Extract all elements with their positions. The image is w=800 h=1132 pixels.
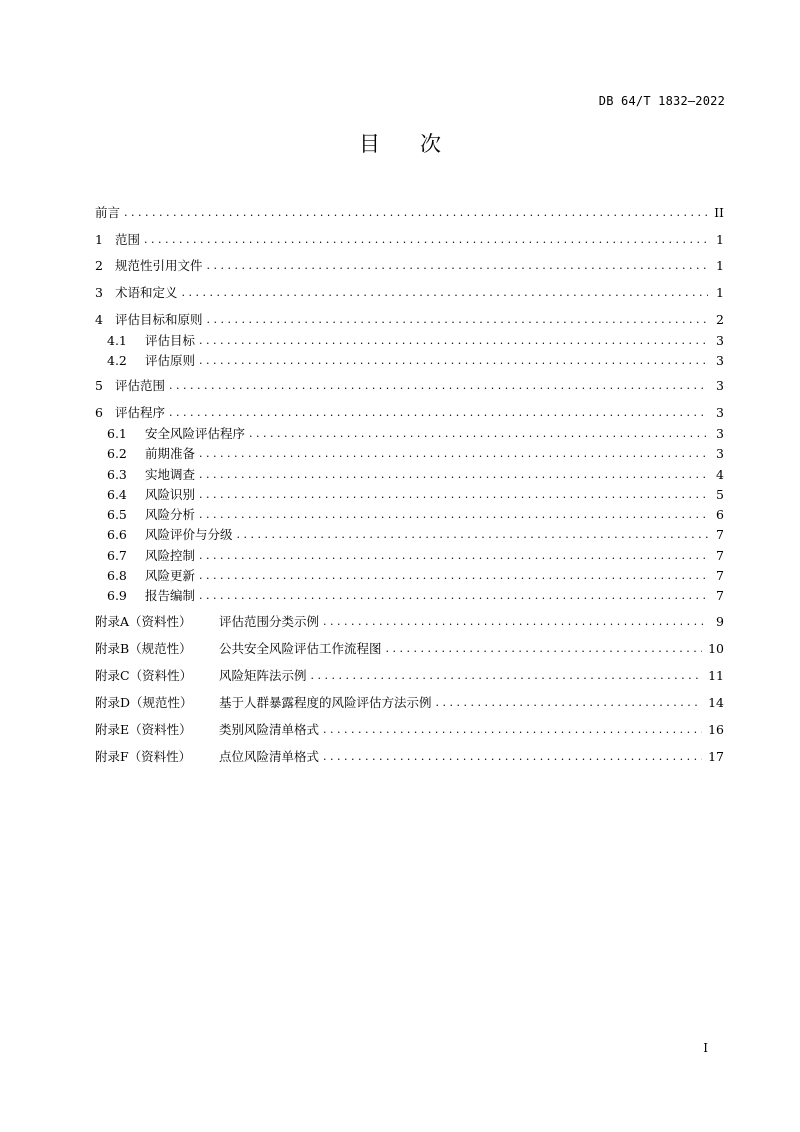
toc-entry-1[interactable]: [95, 232, 724, 248]
toc-entry-3[interactable]: [95, 285, 724, 301]
toc-page: 9: [716, 614, 724, 629]
dot-leader: [199, 487, 708, 503]
dot-leader: [144, 232, 708, 248]
toc-number: 4.2: [107, 353, 127, 368]
toc-number: 附录E（资料性）: [95, 722, 192, 737]
dot-leader: [199, 467, 708, 483]
toc-page: 5: [716, 487, 724, 502]
toc-entry-appendix-e[interactable]: [95, 722, 724, 738]
dot-leader: [207, 312, 708, 328]
toc-title: 公共安全风险评估工作流程图: [219, 641, 382, 656]
dot-leader: [323, 614, 708, 630]
toc-title: 评估范围: [115, 378, 166, 393]
toc-page: II: [714, 205, 724, 220]
toc-entry-6-6[interactable]: [107, 527, 724, 543]
toc-entry-6[interactable]: [95, 405, 724, 421]
toc-entry-6-4[interactable]: [107, 487, 724, 503]
toc-title: 风险评价与分级: [145, 527, 233, 542]
toc-title: 前期准备: [145, 446, 196, 461]
toc-entry-6-9[interactable]: [107, 588, 724, 604]
dot-leader: [207, 258, 708, 274]
toc-entry-5[interactable]: [95, 378, 724, 394]
toc-entry-6-1[interactable]: [107, 426, 724, 442]
toc-page: 6: [716, 507, 724, 522]
toc-page: 3: [716, 405, 724, 420]
toc-entry-appendix-d[interactable]: [95, 695, 724, 711]
toc-title: 风险分析: [145, 507, 196, 522]
toc-entry-6-5[interactable]: [107, 507, 724, 523]
toc-number: 附录D（规范性）: [95, 695, 193, 710]
toc-title: 评估程序: [115, 405, 166, 420]
toc-entry-2[interactable]: [95, 258, 724, 274]
toc-number: 附录C（资料性）: [95, 668, 193, 683]
dot-leader: [199, 333, 708, 349]
toc-page: 17: [708, 749, 724, 764]
toc-entry-6-7[interactable]: [107, 548, 724, 564]
dot-leader: [386, 641, 703, 657]
toc-entry-appendix-a[interactable]: [95, 614, 724, 630]
toc-number: 6.6: [107, 527, 127, 542]
dot-leader: [249, 426, 708, 442]
dot-leader: [169, 378, 708, 394]
toc-entry-6-3[interactable]: [107, 467, 724, 483]
toc-page: 7: [716, 588, 724, 603]
toc-number: 6.7: [107, 548, 127, 563]
toc-title: 基于人群暴露程度的风险评估方法示例: [219, 695, 432, 710]
toc-number: 6.2: [107, 446, 127, 461]
toc-number: 1: [95, 232, 103, 247]
toc-page: 11: [708, 668, 724, 683]
toc-page: 3: [716, 333, 724, 348]
toc-title: 风险控制: [145, 548, 196, 563]
toc-title: 前言: [95, 205, 121, 220]
toc-title: 术语和定义: [115, 285, 178, 300]
toc-entry-appendix-c[interactable]: [95, 668, 724, 684]
toc-number: 5: [95, 378, 103, 393]
toc-entry-4-2[interactable]: [107, 353, 724, 369]
toc-page: 14: [708, 695, 724, 710]
dot-leader: [237, 527, 708, 543]
toc-title: 规范性引用文件: [115, 258, 203, 273]
toc-title: 类别风险清单格式: [219, 722, 320, 737]
dot-leader: [323, 749, 702, 765]
toc-page: 3: [716, 378, 724, 393]
dot-leader: [199, 446, 708, 462]
toc-title: 风险识别: [145, 487, 196, 502]
toc-number: 4: [95, 312, 103, 327]
toc-entry-appendix-b[interactable]: [95, 641, 724, 657]
toc-page: 7: [716, 527, 724, 542]
page-number: I: [703, 1041, 708, 1055]
toc-page: 3: [716, 353, 724, 368]
toc-title: 评估范围分类示例: [219, 614, 320, 629]
toc-entry-4[interactable]: [95, 312, 724, 328]
dot-leader: [311, 668, 703, 684]
dot-leader: [199, 568, 708, 584]
toc-number: 6.4: [107, 487, 127, 502]
toc-entry-4-1[interactable]: [107, 333, 724, 349]
dot-leader: [199, 507, 708, 523]
toc-title: 风险更新: [145, 568, 196, 583]
toc-entry-6-2[interactable]: [107, 446, 724, 462]
toc-entry-foreword[interactable]: [95, 205, 724, 221]
title-char-2: 次: [420, 132, 441, 156]
toc-title: 安全风险评估程序: [145, 426, 246, 441]
toc-page: 16: [708, 722, 724, 737]
dot-leader: [182, 285, 708, 301]
dot-leader: [124, 205, 708, 221]
dot-leader: [199, 353, 708, 369]
dot-leader: [199, 588, 708, 604]
toc-page: 1: [716, 258, 724, 273]
toc-page: 1: [716, 232, 724, 247]
title-char-1: 目: [359, 132, 380, 156]
toc-title: 评估原则: [145, 353, 196, 368]
toc-number: 2: [95, 258, 103, 273]
toc-title: 范围: [115, 232, 141, 247]
toc-title: 报告编制: [145, 588, 196, 603]
toc-title: 风险矩阵法示例: [219, 668, 307, 683]
toc-title: 点位风险清单格式: [219, 749, 320, 764]
dot-leader: [323, 722, 702, 738]
toc-page: 10: [708, 641, 724, 656]
document-code: DB 64/T 1832—2022: [598, 94, 725, 108]
toc-page: 3: [716, 426, 724, 441]
toc-page: 1: [716, 285, 724, 300]
toc-number: 6.3: [107, 467, 127, 482]
toc-number: 6: [95, 405, 103, 420]
dot-leader: [199, 548, 708, 564]
toc-entry-appendix-f[interactable]: [95, 749, 724, 765]
toc-page: 2: [716, 312, 724, 327]
toc-page: 3: [716, 446, 724, 461]
toc-number: 6.5: [107, 507, 127, 522]
toc-number: 附录A（资料性）: [95, 614, 192, 629]
toc-number: 6.8: [107, 568, 127, 583]
toc-title: 评估目标: [145, 333, 196, 348]
dot-leader: [436, 695, 703, 711]
toc-page: 4: [716, 467, 724, 482]
dot-leader: [169, 405, 708, 421]
toc-number: 附录F（资料性）: [95, 749, 192, 764]
toc-title: 实地调查: [145, 467, 196, 482]
toc-number: 附录B（规范性）: [95, 641, 192, 656]
toc-number: 6.1: [107, 426, 127, 441]
toc-title: 评估目标和原则: [115, 312, 203, 327]
toc-entry-6-8[interactable]: [107, 568, 724, 584]
toc-number: 6.9: [107, 588, 127, 603]
table-of-contents: [95, 0, 724, 1132]
toc-number: 3: [95, 285, 103, 300]
toc-number: 4.1: [107, 333, 127, 348]
toc-page: 7: [716, 548, 724, 563]
toc-page: 7: [716, 568, 724, 583]
